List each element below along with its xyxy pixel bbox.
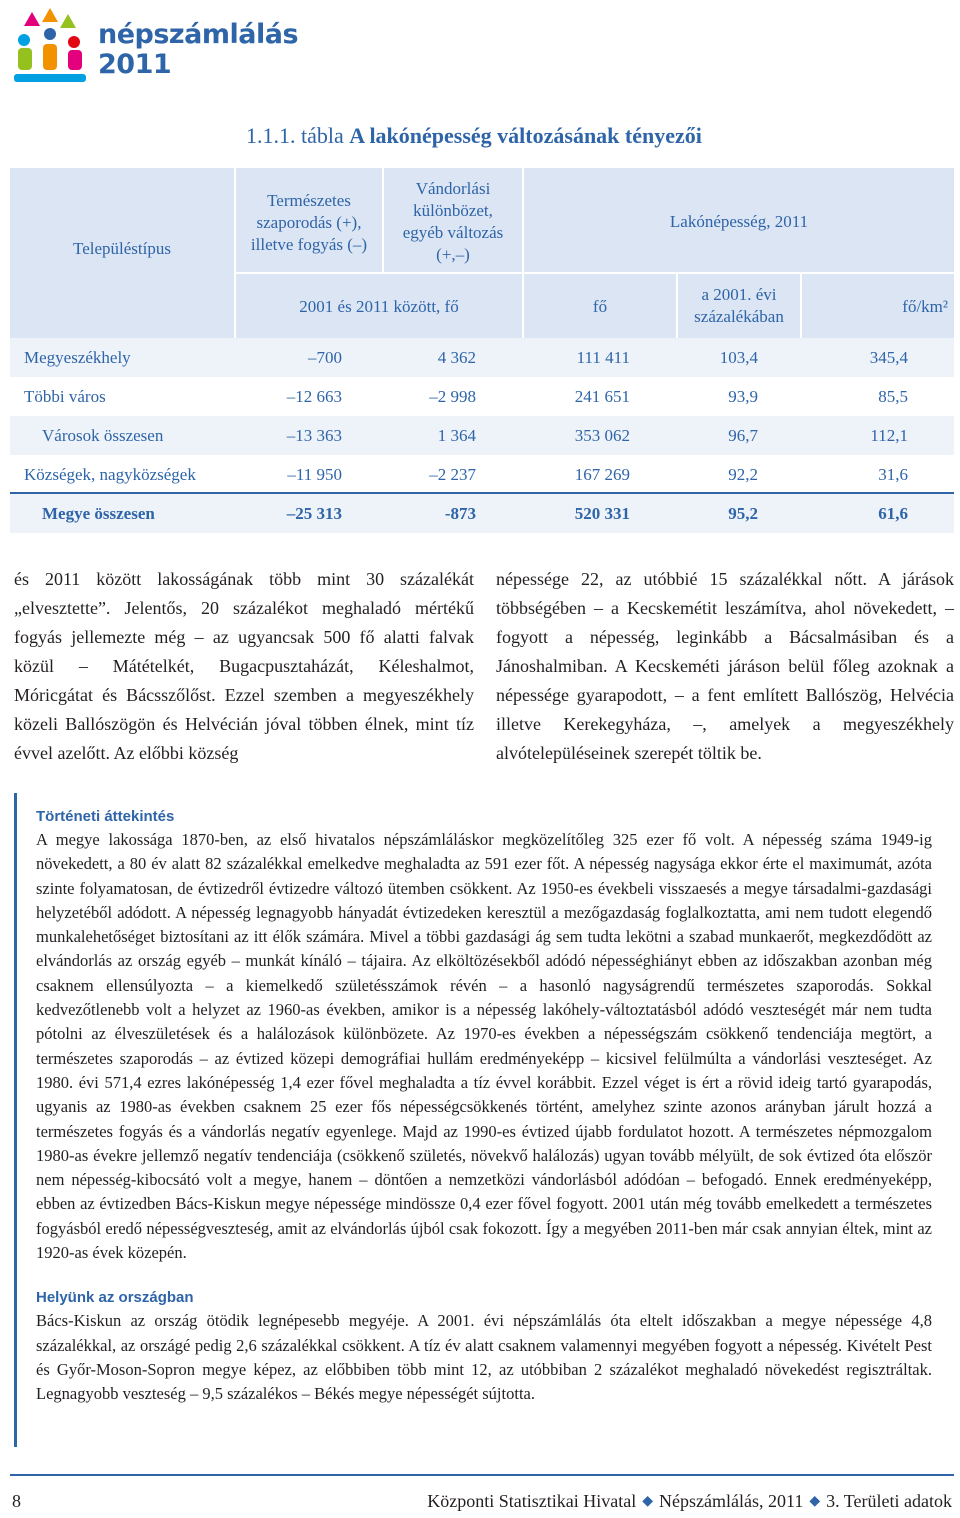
body-column-right — [496, 565, 954, 768]
cell-density: 61,6 — [878, 504, 908, 523]
cell-natural: –13 363 — [286, 426, 342, 445]
cell-natural: –700 — [308, 348, 342, 367]
cell-percent: 93,9 — [728, 387, 758, 406]
box-accent-bar — [14, 793, 17, 1447]
header-settlement-type: Településtípus — [73, 239, 171, 258]
footer-org: Központi Statisztikai Hivatal — [427, 1491, 637, 1511]
footer-publication — [427, 1491, 952, 1512]
cell-natural: –12 663 — [286, 387, 342, 406]
table-row — [10, 416, 954, 455]
info-box — [36, 806, 932, 1407]
logo-line-2: 2011 — [98, 49, 172, 80]
cell-natural: –11 950 — [287, 465, 342, 484]
cell-percent: 103,4 — [719, 348, 758, 367]
cell-migration: 1 364 — [437, 426, 476, 445]
cell-natural: –25 313 — [286, 504, 342, 523]
cell-migration: 4 362 — [437, 348, 476, 367]
header-natural-change: Természetes szaporodás (+), illetve fogyás (–) — [250, 191, 368, 254]
ranking-text: Bács-Kiskun az ország ötödik legnépesebb megyéje. A 2001. évi népszámlálás óta eltelt időszakban a megye népessége 4,8 százalékkal, az országé pedig 2,6 százalékkal csökkent. A tíz év alatt csaknem valamennyi megyében fogyott a népesség. Kivételt Pest és Győr-Moson-Sopron megye képez, az előbbiben több mint 12, az utóbbiban 2 százalékot meghaladó növekedést regisztráltak. Legnagyobb veszteség – 9,5 százalékos – Békés megye népességét sújtotta. — [36, 1311, 932, 1404]
row-label: Községek, nagyközségek — [24, 465, 196, 484]
header-percent-of-2001: a 2001. évi százalékában — [694, 285, 784, 326]
body-column-left — [14, 565, 474, 768]
header-divider — [234, 272, 954, 274]
cell-density: 85,5 — [878, 387, 908, 406]
cell-migration: –2 237 — [429, 465, 476, 484]
header-persons: fő — [592, 297, 608, 316]
cell-density: 112,1 — [870, 426, 908, 445]
cell-density: 31,6 — [878, 465, 908, 484]
row-label: Többi város — [24, 387, 106, 406]
header-migration: Vándorlási különbözet, egyéb változás (+,–) — [402, 179, 504, 264]
table-number: 1.1.1. tábla — [246, 123, 344, 148]
cell-percent: 92,2 — [728, 465, 758, 484]
table-row — [10, 338, 954, 377]
logo-line-1: népszámlálás — [98, 19, 299, 50]
census-logo-text — [98, 20, 298, 80]
history-text: A megye lakossága 1870-ben, az első hivatalos népszámláláskor megközelítőleg 325 ezer fő volt. A népesség száma 1949-ig növekedett, a 80 év alatt 82 százalékkal emelkedve meghaladta az 591 ezer főt. A népesség nagysága ekkor érte el maximumát, azóta szinte folyamatosan, de évtizedről évtizedre változó ütemben csökkent. Az 1950-es évekbeli visszaesés a megye társadalmi-gazdasági helyzetéből adódott. A népesség legnagyobb hányadát évtizedeken keresztül a mezőgazdaság foglalkoztatta, ami nem tudott elegendő munkalehetőséget biztosítani az itt élők számára. Mivel a többi gazdasági ág sem tudta lekötni a szabad munkaerőt, megkezdődött az elvándorlás az ország egyéb – munkát kínáló – tájaira. Az elköltözésekből adódó népességhiányt ebben az időszakban azonban még csaknem ellensúlyozta – a kiemelkedő születésszámok révén – a hasonló nagyságrendű természetes szaporodás. Sokkal kedvezőtlenebb volt a helyzet az 1960-as években, amikor is a népesség lakóhely-változtatásból adódó veszteségét már nem tudta pótolni az élveszületések és a halálozások különbözete. Az 1970-es években a népességszám csökkenő tendenciája megtört, a természetes szaporodás – az évtized közepi demográfiai hullám eredményeképp – kicsivel felülmúlta a vándorlási veszteséget. Az 1980. évi 571,4 ezres lakónépesség 1,4 ezer fővel meghaladta a tíz évvel korábbit. Ezzel véget is ért a rövid ideig tartó gyarapodás, ugyanis az 1980-as években csaknem 25 ezer fős népességcsökkenés történt, amelyhez szinte azonos arányban járult hozzá a természetes fogyás és a vándorlás negatív egyenlege. Majd az 1990-es évtized újabb fordulatot hozott. A természetes népmozgalom 1980-as évekre jellemző negatív tendenciája (csökkenő születés, növekvő halálozás) ugyan tovább mélyült, de sok évtized óta először nem népesség-kibocsátó volt a megye, hanem – döntően a nemzetközi vándorlásból adódóan – befogadó. Ennek eredményeképp, ebben az évtizedben Bács-Kiskun megye népessége mindössze 0,4 ezer fővel fogyott. 2001 után még tovább emelkedett a természetes fogyásból eredő népességveszteség, amit az elvándorlás újból csak fokozott. Így a megyében 2011-ben már csak annyian éltek, mint az 1920-as évek közepén. — [36, 830, 932, 1263]
history-heading: Történeti áttekintés — [36, 808, 175, 825]
table-row — [10, 377, 954, 416]
diamond-icon: ◆ — [809, 1494, 821, 1509]
body-paragraph: népessége 22, az utóbbié 15 százalékkal nőtt. A járások többségében – a Kecskemétit leszámítva, ahol növekedett, – fogyott a népesség, leginkább a Bácsalmásiban és a Jánoshalmiban. A Kecskeméti járáson belül főleg azoknak a népessége gyarapodott, – a fent említett Ballószög, Helvécia illetve Kerekegyháza, –, amelyek a megyeszékhely alvótelepüléseinek szerepét töltik be. — [496, 569, 954, 763]
table-title — [246, 123, 702, 149]
body-paragraph: és 2011 között lakosságának több mint 30 százalékát „elvesztette”. Jelentős, 20 százalékot meghaladó mértékű fogyás jellemezte még – az ugyancsak 500 fő alatti falvak közül – Mátételkét, Bugacpusztaházát, Kéleshalmot, Móricgátat és Bácsszőlőst. Ezzel szemben a megyeszékhely közeli Ballószögön és Helvécián jóval többen élnek, mint tíz évvel azelőtt. Az előbbi község — [14, 569, 474, 763]
cell-migration: -873 — [444, 504, 476, 523]
cell-migration: –2 998 — [429, 387, 476, 406]
ranking-heading: Helyünk az országban — [36, 1289, 194, 1307]
header-period: 2001 és 2011 között, fő — [299, 297, 459, 316]
footer-pub: Népszámlálás, 2011 — [659, 1491, 804, 1511]
table-row — [10, 455, 954, 494]
cell-population: 520 331 — [574, 504, 630, 523]
header-density: fő/km² — [902, 297, 948, 316]
page-number: 8 — [12, 1491, 21, 1511]
census-logo — [10, 8, 310, 88]
cell-population: 241 651 — [574, 387, 630, 406]
row-label: Megyeszékhely — [24, 348, 131, 367]
diamond-icon: ◆ — [642, 1494, 654, 1509]
cell-population: 111 411 — [576, 348, 630, 367]
cell-density: 345,4 — [869, 348, 908, 367]
cell-population: 167 269 — [574, 465, 630, 484]
footer-rule — [10, 1474, 954, 1476]
table-caption: A lakónépesség változásának tényezői — [349, 123, 702, 148]
cell-percent: 95,2 — [728, 504, 758, 523]
header-population-2011: Lakónépesség, 2011 — [669, 212, 809, 231]
row-label: Városok összesen — [42, 426, 164, 445]
row-label: Megye összesen — [42, 504, 155, 523]
cell-percent: 96,7 — [728, 426, 758, 445]
census-logo-icon — [10, 8, 90, 88]
footer-section: 3. Területi adatok — [826, 1491, 952, 1511]
cell-population: 353 062 — [574, 426, 630, 445]
table-row-total — [10, 492, 954, 533]
